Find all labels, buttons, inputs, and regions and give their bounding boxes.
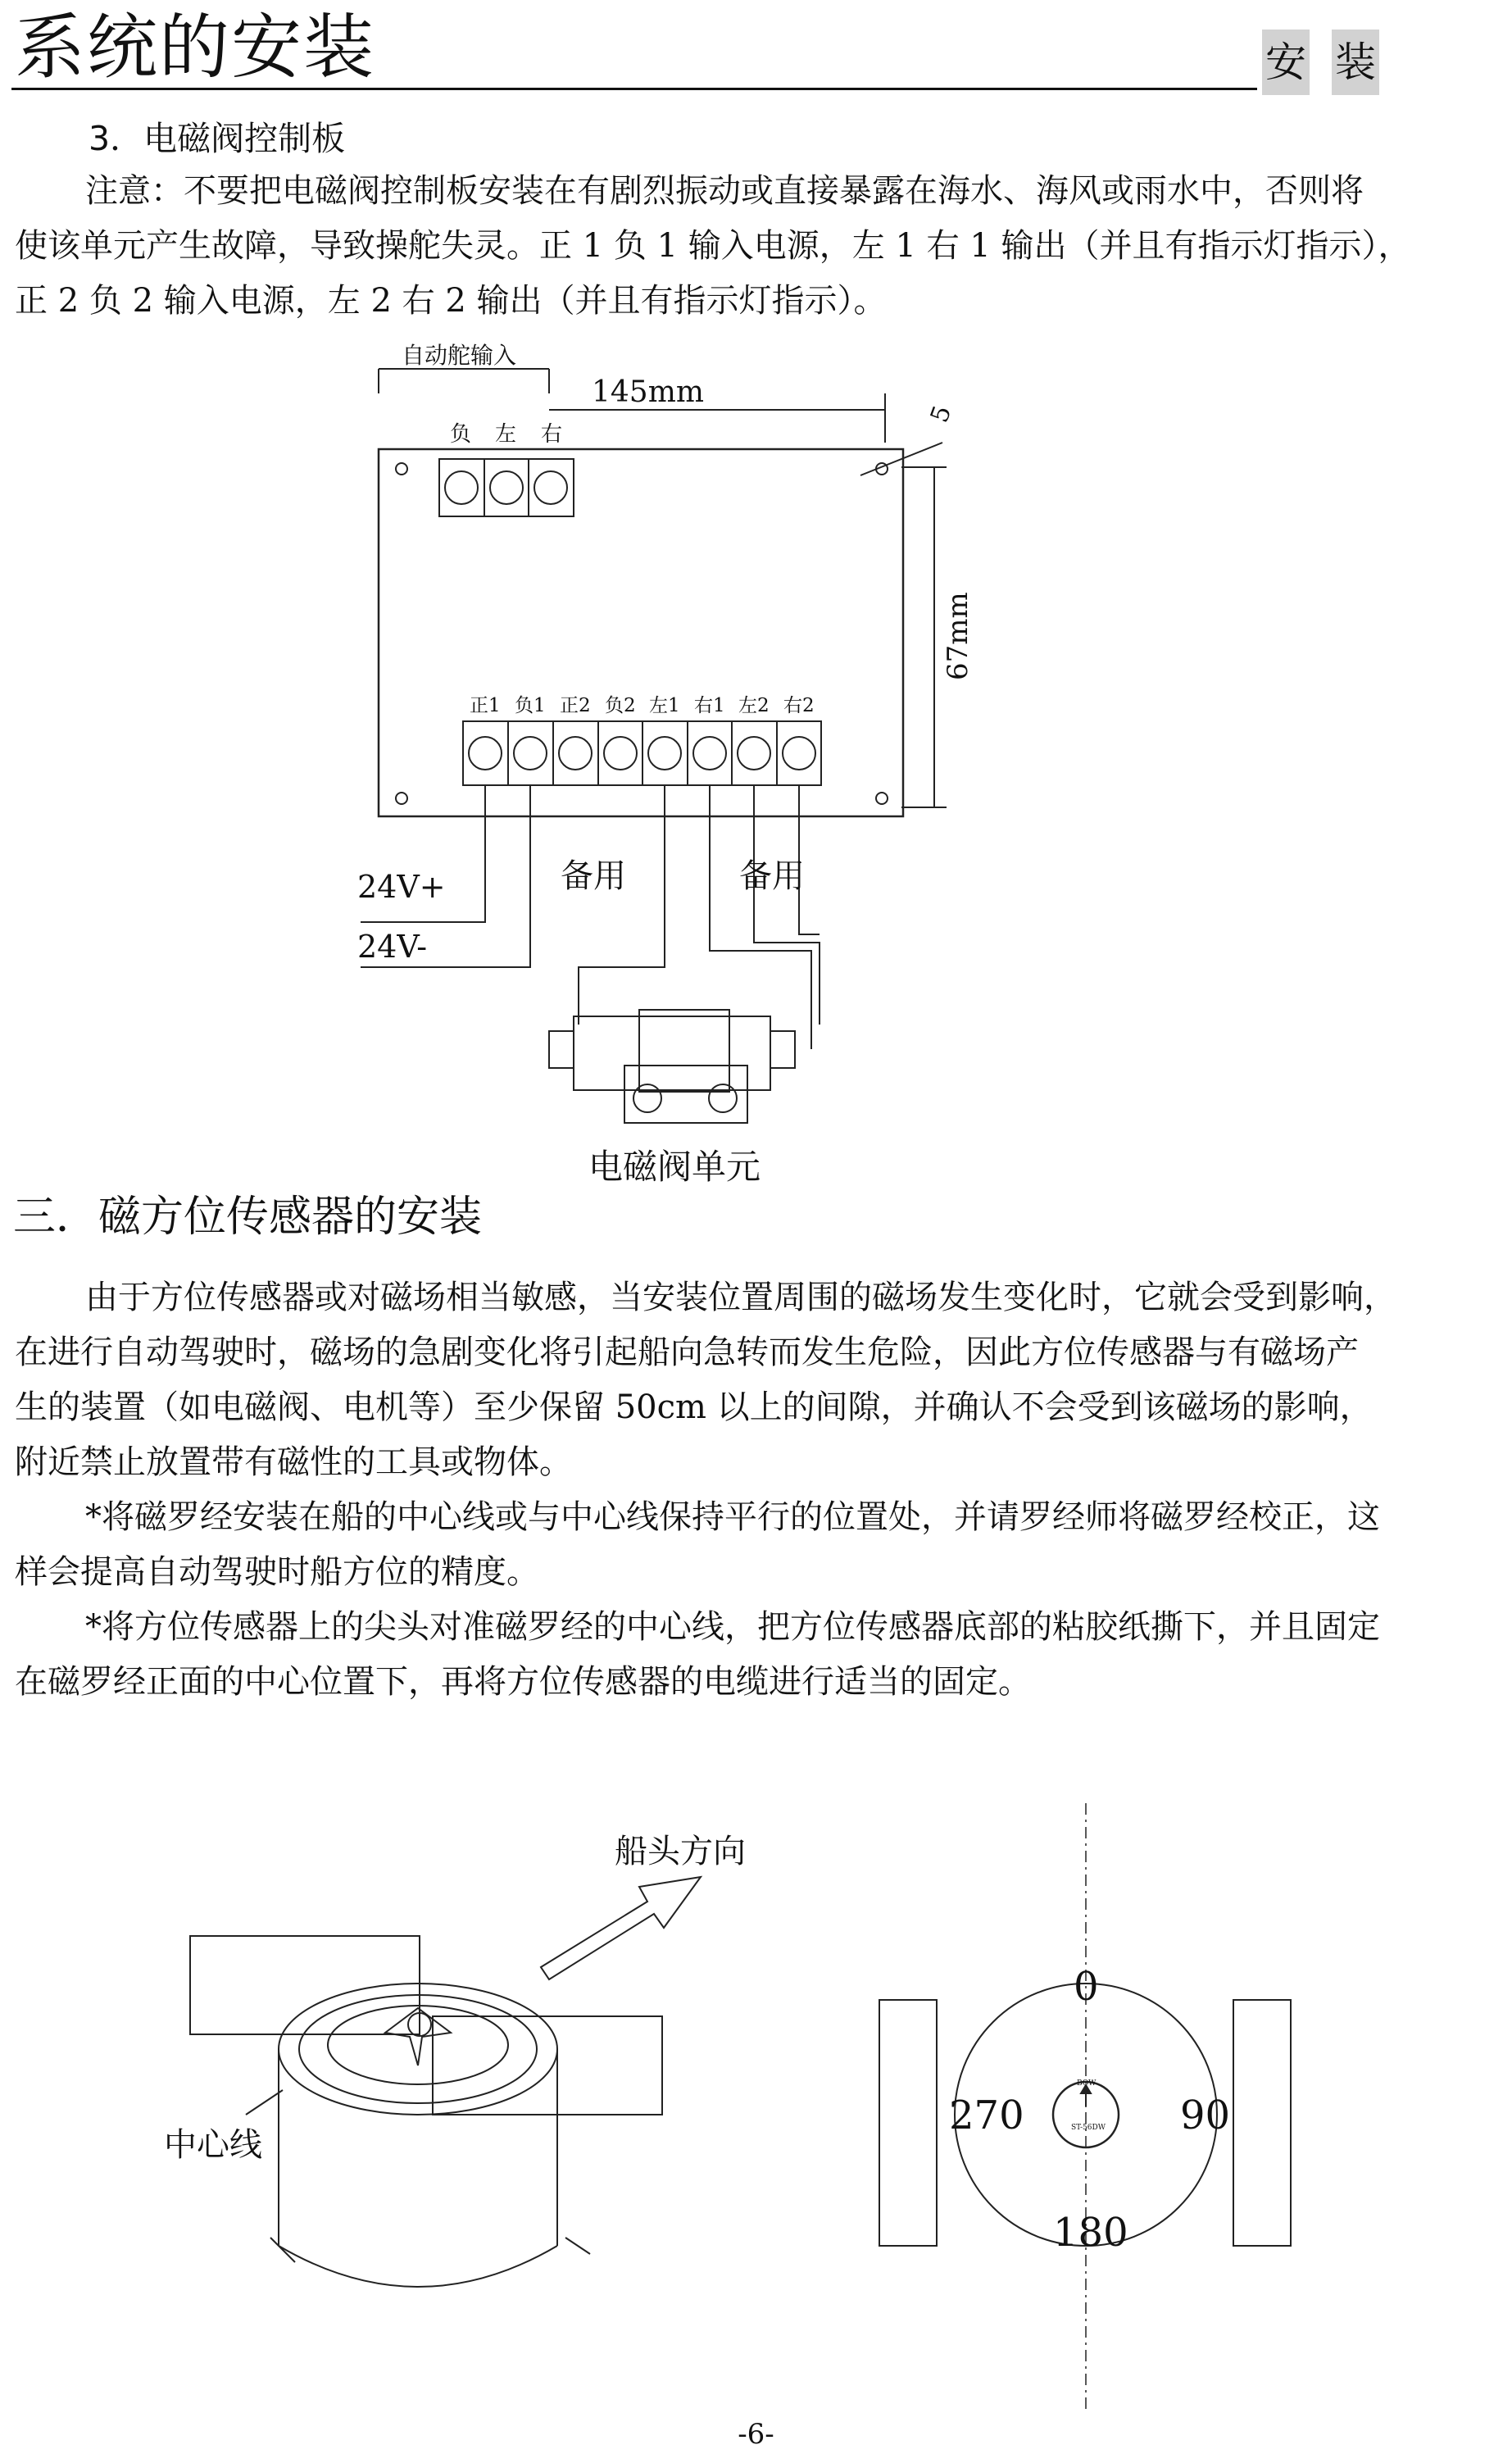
page-number: -6- <box>738 2418 774 2451</box>
sensor-p3-line-1: *将方位传感器上的尖头对准磁罗经的中心线，把方位传感器底部的粘胶纸撕下，并且固定 <box>85 1608 1380 1646</box>
width-dimension: 145mm <box>592 375 704 409</box>
top-terminal-label-2: 右 <box>541 422 563 447</box>
top-terminal-label-1: 左 <box>495 422 517 447</box>
sensor-p1-line-4: 附近禁止放置带有磁性的工具或物体。 <box>15 1443 572 1481</box>
compass-diagram <box>0 1754 1512 2410</box>
valve-note-line-2: 使该单元产生故障，导致操舵失灵。正 1 负 1 输入电源，左 1 右 1 输出（并且有指示灯指示）， <box>15 227 1411 265</box>
autopilot-input-label: 自动舵输入 <box>402 342 517 369</box>
valve-unit-label: 电磁阀单元 <box>588 1147 761 1187</box>
bottom-terminal-label-1: 负1 <box>515 695 546 716</box>
corner-dimension: 5 <box>924 402 958 427</box>
spare-label-1: 备用 <box>561 857 626 895</box>
compass-deg-90: 90 <box>1180 2093 1231 2138</box>
bottom-terminal-label-0: 正1 <box>470 695 501 716</box>
valve-note-line-1: 注意：不要把电磁阀控制板安装在有剧烈振动或直接暴露在海水、海风或雨水中，否则将 <box>85 172 1364 210</box>
bottom-terminal-label-6: 左2 <box>738 695 770 716</box>
bottom-terminal-label-2: 正2 <box>560 695 591 716</box>
sensor-p2-line-1: *将磁罗经安装在船的中心线或与中心线保持平行的位置处，并请罗经师将磁罗经校正，这 <box>85 1498 1380 1536</box>
sensor-p3-line-2: 在磁罗经正面的中心位置下，再将方位传感器的电缆进行适当的固定。 <box>15 1663 1031 1701</box>
header-title: 系统的安装 <box>15 7 375 89</box>
sensor-section-heading: 三．磁方位传感器的安装 <box>13 1193 483 1242</box>
bottom-terminal-label-4: 左1 <box>649 695 680 716</box>
height-dimension: 67mm <box>942 592 974 680</box>
header-tab-2: 装 <box>1332 30 1379 95</box>
power-negative-label: 24V- <box>357 929 428 965</box>
spare-label-2: 备用 <box>739 857 805 895</box>
centerline-label: 中心线 <box>164 2126 262 2164</box>
bottom-terminal-label-3: 负2 <box>605 695 636 716</box>
compass-deg-180: 180 <box>1053 2210 1128 2256</box>
bow-direction-label: 船头方向 <box>615 1833 746 1870</box>
power-positive-label: 24V+ <box>357 869 446 905</box>
sensor-p2-line-2: 样会提高自动驾驶时船方位的精度。 <box>15 1553 539 1591</box>
bottom-terminal-label-7: 右2 <box>783 695 815 716</box>
top-terminal-label-0: 负 <box>450 422 472 447</box>
compass-deg-270: 270 <box>949 2093 1024 2138</box>
sensor-paragraphs <box>15 1270 1502 1710</box>
sensor-model-label: ST-56DW <box>1071 2124 1106 2132</box>
sensor-p1-line-3: 生的装置（如电磁阀、电机等）至少保留 50cm 以上的间隙，并确认不会受到该磁场的影响， <box>15 1388 1373 1426</box>
sensor-bow-label: BOW <box>1077 2079 1097 2088</box>
valve-subtitle: 3．电磁阀控制板 <box>89 119 346 158</box>
sensor-p1-line-2: 在进行自动驾驶时，磁场的急剧变化将引起船向急转而发生危险，因此方位传感器与有磁场产 <box>15 1334 1359 1371</box>
bottom-terminal-label-5: 右1 <box>694 695 725 716</box>
valve-note-line-3: 正 2 负 2 输入电源，左 2 右 2 输出（并且有指示灯指示）。 <box>15 282 887 320</box>
header-tab-1: 安 <box>1262 30 1310 95</box>
control-board-diagram <box>0 0 1512 1197</box>
compass-deg-0: 0 <box>1074 1964 1099 2010</box>
sensor-p1-line-1: 由于方位传感器或对磁场相当敏感，当安装位置周围的磁场发生变化时，它就会受到影响， <box>85 1279 1396 1316</box>
